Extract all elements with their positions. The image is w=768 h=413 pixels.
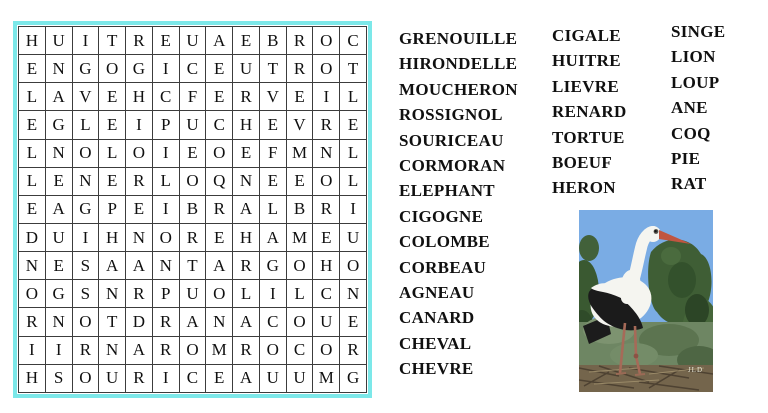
- word-item-chevre: CHEVRE: [399, 359, 474, 379]
- grid-cell-r6c12[interactable]: O: [313, 167, 340, 195]
- grid-cell-r5c4[interactable]: L: [99, 139, 126, 167]
- grid-cell-r1c7[interactable]: U: [179, 27, 206, 55]
- grid-cell-r7c6[interactable]: I: [152, 195, 179, 223]
- grid-row-2: [19, 55, 367, 83]
- word-list-column-2: [552, 23, 627, 201]
- word-item-colombe: COLOMBE: [399, 232, 490, 252]
- stork-photo: [579, 210, 713, 392]
- grid-cell-r9c3[interactable]: S: [72, 252, 99, 280]
- grid-cell-r10c11[interactable]: L: [286, 280, 313, 308]
- grid-cell-r11c12[interactable]: U: [313, 308, 340, 336]
- grid-cell-r8c2[interactable]: U: [45, 223, 72, 251]
- grid-cell-r1c6[interactable]: E: [152, 27, 179, 55]
- word-item-boeuf: BOEUF: [552, 153, 613, 173]
- grid-cell-r9c8[interactable]: A: [206, 252, 233, 280]
- grid-cell-r12c7[interactable]: O: [179, 336, 206, 364]
- word-item-grenouille: GRENOUILLE: [399, 29, 518, 48]
- grid-cell-r5c2[interactable]: N: [45, 139, 72, 167]
- grid-cell-r11c7[interactable]: A: [179, 308, 206, 336]
- grid-cell-r1c10[interactable]: B: [259, 27, 286, 55]
- grid-cell-r12c12[interactable]: O: [313, 336, 340, 364]
- grid-cell-r9c10[interactable]: G: [259, 252, 286, 280]
- grid-cell-r10c3[interactable]: S: [72, 280, 99, 308]
- grid-row-12: [19, 336, 367, 364]
- grid-cell-r12c9[interactable]: R: [233, 336, 260, 364]
- grid-cell-r3c4[interactable]: E: [99, 83, 126, 111]
- grid-cell-r9c4[interactable]: A: [99, 252, 126, 280]
- stork-illustration: [579, 210, 713, 392]
- grid-cell-r2c11[interactable]: R: [286, 55, 313, 83]
- grid-cell-r10c8[interactable]: O: [206, 280, 233, 308]
- grid-cell-r4c5[interactable]: I: [126, 111, 153, 139]
- grid-cell-r4c1[interactable]: E: [19, 111, 46, 139]
- word-item-loup: LOUP: [671, 72, 720, 92]
- grid-cell-r12c6[interactable]: R: [152, 336, 179, 364]
- grid-cell-r13c6[interactable]: I: [152, 364, 179, 392]
- grid-cell-r3c1[interactable]: L: [19, 83, 46, 111]
- word-item-agneau: AGNEAU: [399, 283, 475, 303]
- grid-cell-r8c12[interactable]: E: [313, 223, 340, 251]
- grid-row-9: [19, 252, 367, 280]
- grid-cell-r11c9[interactable]: A: [233, 308, 260, 336]
- grid-row-6: [19, 167, 367, 195]
- grid-cell-r2c4[interactable]: O: [99, 55, 126, 83]
- grid-cell-r2c8[interactable]: E: [206, 55, 233, 83]
- grid-cell-r13c10[interactable]: U: [259, 364, 286, 392]
- grid-cell-r11c1[interactable]: R: [19, 308, 46, 336]
- grid-row-4: [19, 111, 367, 139]
- word-list-column-1: [399, 26, 518, 382]
- grid-cell-r12c13[interactable]: R: [340, 336, 367, 364]
- grid-cell-r5c13[interactable]: L: [340, 139, 367, 167]
- grid-cell-r4c12[interactable]: R: [313, 111, 340, 139]
- grid-cell-r1c4[interactable]: T: [99, 27, 126, 55]
- grid-cell-r3c8[interactable]: E: [206, 83, 233, 111]
- word-item-cheval: CHEVAL: [399, 333, 472, 353]
- grid-cell-r6c3[interactable]: N: [72, 167, 99, 195]
- grid-cell-r7c8[interactable]: R: [206, 195, 233, 223]
- grid-cell-r3c6[interactable]: C: [152, 83, 179, 111]
- grid-cell-r9c12[interactable]: H: [313, 252, 340, 280]
- grid-cell-r13c4[interactable]: U: [99, 364, 126, 392]
- grid-cell-r1c11[interactable]: R: [286, 27, 313, 55]
- grid-cell-r6c2[interactable]: E: [45, 167, 72, 195]
- grid-cell-r10c7[interactable]: U: [179, 280, 206, 308]
- grid-cell-r4c8[interactable]: C: [206, 111, 233, 139]
- word-item-cigale: CIGALE: [552, 26, 621, 45]
- grid-cell-r7c5[interactable]: E: [126, 195, 153, 223]
- grid-cell-r5c11[interactable]: M: [286, 139, 313, 167]
- grid-cell-r2c3[interactable]: G: [72, 55, 99, 83]
- word-item-lion: LION: [671, 47, 716, 67]
- grid-cell-r12c11[interactable]: C: [286, 336, 313, 364]
- grid-cell-r6c8[interactable]: Q: [206, 167, 233, 195]
- word-item-corbeau: CORBEAU: [399, 257, 487, 277]
- grid-cell-r9c2[interactable]: E: [45, 252, 72, 280]
- grid-cell-r5c12[interactable]: N: [313, 139, 340, 167]
- grid-cell-r5c6[interactable]: I: [152, 139, 179, 167]
- grid-cell-r7c1[interactable]: E: [19, 195, 46, 223]
- grid-row-11: [19, 308, 367, 336]
- grid-row-8: [19, 223, 367, 251]
- grid-row-5: [19, 139, 367, 167]
- grid-cell-r12c10[interactable]: O: [259, 336, 286, 364]
- word-item-cigogne: CIGOGNE: [399, 206, 484, 226]
- grid-cell-r5c8[interactable]: O: [206, 139, 233, 167]
- grid-cell-r1c3[interactable]: I: [72, 27, 99, 55]
- grid-cell-r2c6[interactable]: I: [152, 55, 179, 83]
- grid-cell-r11c8[interactable]: N: [206, 308, 233, 336]
- grid-cell-r11c4[interactable]: T: [99, 308, 126, 336]
- word-item-rat: RAT: [671, 174, 707, 194]
- grid-cell-r1c12[interactable]: O: [313, 27, 340, 55]
- grid-cell-r10c10[interactable]: I: [259, 280, 286, 308]
- grid-cell-r4c7[interactable]: U: [179, 111, 206, 139]
- grid-cell-r12c3[interactable]: R: [72, 336, 99, 364]
- grid-cell-r9c7[interactable]: T: [179, 252, 206, 280]
- grid-cell-r4c9[interactable]: H: [233, 111, 260, 139]
- grid-cell-r1c9[interactable]: E: [233, 27, 260, 55]
- grid-cell-r4c11[interactable]: V: [286, 111, 313, 139]
- grid-cell-r10c6[interactable]: P: [152, 280, 179, 308]
- word-item-souriceau: SOURICEAU: [399, 130, 504, 150]
- grid-cell-r10c2[interactable]: G: [45, 280, 72, 308]
- word-item-canard: CANARD: [399, 308, 475, 328]
- grid-cell-r5c3[interactable]: O: [72, 139, 99, 167]
- grid-cell-r13c2[interactable]: S: [45, 364, 72, 392]
- grid-cell-r7c4[interactable]: P: [99, 195, 126, 223]
- grid-cell-r8c4[interactable]: H: [99, 223, 126, 251]
- grid-cell-r3c5[interactable]: H: [126, 83, 153, 111]
- grid-cell-r10c1[interactable]: O: [19, 280, 46, 308]
- grid-cell-r3c10[interactable]: V: [259, 83, 286, 111]
- grid-cell-r2c1[interactable]: E: [19, 55, 46, 83]
- grid-cell-r9c11[interactable]: O: [286, 252, 313, 280]
- grid-cell-r11c10[interactable]: C: [259, 308, 286, 336]
- grid-cell-r8c5[interactable]: N: [126, 223, 153, 251]
- grid-cell-r2c9[interactable]: U: [233, 55, 260, 83]
- grid-cell-r3c12[interactable]: I: [313, 83, 340, 111]
- grid-cell-r10c9[interactable]: L: [233, 280, 260, 308]
- grid-cell-r13c12[interactable]: M: [313, 364, 340, 392]
- stork-eye: [654, 230, 656, 232]
- grid-cell-r7c9[interactable]: A: [233, 195, 260, 223]
- word-item-singe: SINGE: [671, 22, 726, 41]
- grid-cell-r4c3[interactable]: L: [72, 111, 99, 139]
- grid-cell-r6c5[interactable]: R: [126, 167, 153, 195]
- word-item-coq: COQ: [671, 123, 711, 143]
- grid-cell-r5c5[interactable]: O: [126, 139, 153, 167]
- grid-cell-r5c7[interactable]: E: [179, 139, 206, 167]
- grid-cell-r13c11[interactable]: U: [286, 364, 313, 392]
- grid-cell-r6c9[interactable]: N: [233, 167, 260, 195]
- grid-cell-r2c13[interactable]: T: [340, 55, 367, 83]
- word-item-ane: ANE: [671, 98, 708, 118]
- grid-cell-r7c7[interactable]: B: [179, 195, 206, 223]
- grid-cell-r4c13[interactable]: E: [340, 111, 367, 139]
- grid-cell-r9c9[interactable]: R: [233, 252, 260, 280]
- word-item-cormoran: CORMORAN: [399, 156, 506, 176]
- grid-cell-r6c13[interactable]: L: [340, 167, 367, 195]
- grid-cell-r5c9[interactable]: E: [233, 139, 260, 167]
- grid-cell-r6c11[interactable]: E: [286, 167, 313, 195]
- grid-cell-r7c12[interactable]: R: [313, 195, 340, 223]
- grid-cell-r11c11[interactable]: O: [286, 308, 313, 336]
- grid-cell-r6c7[interactable]: O: [179, 167, 206, 195]
- grid-cell-r8c7[interactable]: R: [179, 223, 206, 251]
- grid-cell-r12c5[interactable]: A: [126, 336, 153, 364]
- grid-cell-r10c5[interactable]: R: [126, 280, 153, 308]
- grid-cell-r7c2[interactable]: A: [45, 195, 72, 223]
- grid-cell-r4c10[interactable]: E: [259, 111, 286, 139]
- grid-cell-r9c1[interactable]: N: [19, 252, 46, 280]
- grid-cell-r2c7[interactable]: C: [179, 55, 206, 83]
- grid-cell-r8c8[interactable]: E: [206, 223, 233, 251]
- grid-cell-r9c5[interactable]: A: [126, 252, 153, 280]
- grid-cell-r1c2[interactable]: U: [45, 27, 72, 55]
- grid-cell-r7c13[interactable]: I: [340, 195, 367, 223]
- grid-cell-r9c6[interactable]: N: [152, 252, 179, 280]
- grid-cell-r1c1[interactable]: H: [19, 27, 46, 55]
- grid-cell-r7c10[interactable]: L: [259, 195, 286, 223]
- grid-cell-r2c10[interactable]: T: [259, 55, 286, 83]
- grid-row-10: [19, 280, 367, 308]
- grid-cell-r2c12[interactable]: O: [313, 55, 340, 83]
- grid-cell-r8c1[interactable]: D: [19, 223, 46, 251]
- grid-cell-r11c3[interactable]: O: [72, 308, 99, 336]
- grid-cell-r13c7[interactable]: C: [179, 364, 206, 392]
- grid-cell-r3c11[interactable]: E: [286, 83, 313, 111]
- word-item-hirondelle: HIRONDELLE: [399, 54, 518, 74]
- word-item-lievre: LIEVRE: [552, 76, 619, 96]
- stork-head: [645, 226, 661, 242]
- grid-cell-r1c8[interactable]: A: [206, 27, 233, 55]
- grid-cell-r2c5[interactable]: G: [126, 55, 153, 83]
- letter-grid: [18, 26, 367, 393]
- grid-row-13: [19, 364, 367, 392]
- grid-cell-r7c11[interactable]: B: [286, 195, 313, 223]
- grid-cell-r9c13[interactable]: O: [340, 252, 367, 280]
- grid-cell-r11c6[interactable]: R: [152, 308, 179, 336]
- grid-cell-r8c11[interactable]: M: [286, 223, 313, 251]
- grid-cell-r8c9[interactable]: H: [233, 223, 260, 251]
- grid-cell-r3c13[interactable]: L: [340, 83, 367, 111]
- grid-cell-r7c3[interactable]: G: [72, 195, 99, 223]
- grid-cell-r12c2[interactable]: I: [45, 336, 72, 364]
- grid-cell-r12c1[interactable]: I: [19, 336, 46, 364]
- grid-cell-r12c4[interactable]: N: [99, 336, 126, 364]
- grid-cell-r4c6[interactable]: P: [152, 111, 179, 139]
- grid-cell-r3c7[interactable]: F: [179, 83, 206, 111]
- word-item-moucheron: MOUCHERON: [399, 79, 518, 99]
- grid-cell-r5c10[interactable]: F: [259, 139, 286, 167]
- grid-cell-r3c9[interactable]: R: [233, 83, 260, 111]
- grid-cell-r4c4[interactable]: E: [99, 111, 126, 139]
- photo-watermark: JLD: [687, 366, 703, 374]
- grid-cell-r6c1[interactable]: L: [19, 167, 46, 195]
- grid-cell-r2c2[interactable]: N: [45, 55, 72, 83]
- grid-row-3: [19, 83, 367, 111]
- grid-cell-r8c6[interactable]: O: [152, 223, 179, 251]
- grid-cell-r13c1[interactable]: H: [19, 364, 46, 392]
- grid-cell-r13c5[interactable]: R: [126, 364, 153, 392]
- grid-cell-r5c1[interactable]: L: [19, 139, 46, 167]
- grid-cell-r8c13[interactable]: U: [340, 223, 367, 251]
- word-item-heron: HERON: [552, 178, 616, 198]
- grid-cell-r6c10[interactable]: E: [259, 167, 286, 195]
- grid-cell-r11c13[interactable]: E: [340, 308, 367, 336]
- grid-cell-r4c2[interactable]: G: [45, 111, 72, 139]
- grid-cell-r10c4[interactable]: N: [99, 280, 126, 308]
- grid-cell-r11c2[interactable]: N: [45, 308, 72, 336]
- grid-cell-r13c8[interactable]: E: [206, 364, 233, 392]
- word-item-elephant: ELEPHANT: [399, 181, 495, 201]
- grid-cell-r8c3[interactable]: I: [72, 223, 99, 251]
- grid-cell-r3c3[interactable]: V: [72, 83, 99, 111]
- grid-row-7: [19, 195, 367, 223]
- grid-cell-r13c13[interactable]: G: [340, 364, 367, 392]
- grid-row-1: [19, 27, 367, 55]
- grid-cell-r10c12[interactable]: C: [313, 280, 340, 308]
- word-item-rossignol: ROSSIGNOL: [399, 105, 503, 125]
- grid-cell-r6c6[interactable]: L: [152, 167, 179, 195]
- grid-cell-r8c10[interactable]: A: [259, 223, 286, 251]
- word-item-huitre: HUITRE: [552, 51, 621, 71]
- grid-cell-r1c5[interactable]: R: [126, 27, 153, 55]
- grid-cell-r10c13[interactable]: N: [340, 280, 367, 308]
- grid-cell-r11c5[interactable]: D: [126, 308, 153, 336]
- grid-cell-r13c3[interactable]: O: [72, 364, 99, 392]
- word-item-pie: PIE: [671, 149, 701, 169]
- letter-grid-frame: [13, 21, 372, 398]
- grid-cell-r13c9[interactable]: A: [233, 364, 260, 392]
- word-item-tortue: TORTUE: [552, 127, 625, 147]
- grid-cell-r12c8[interactable]: M: [206, 336, 233, 364]
- word-item-renard: RENARD: [552, 102, 627, 122]
- grid-cell-r6c4[interactable]: E: [99, 167, 126, 195]
- grid-cell-r3c2[interactable]: A: [45, 83, 72, 111]
- grid-cell-r1c13[interactable]: C: [340, 27, 367, 55]
- word-list-column-3: [671, 19, 725, 197]
